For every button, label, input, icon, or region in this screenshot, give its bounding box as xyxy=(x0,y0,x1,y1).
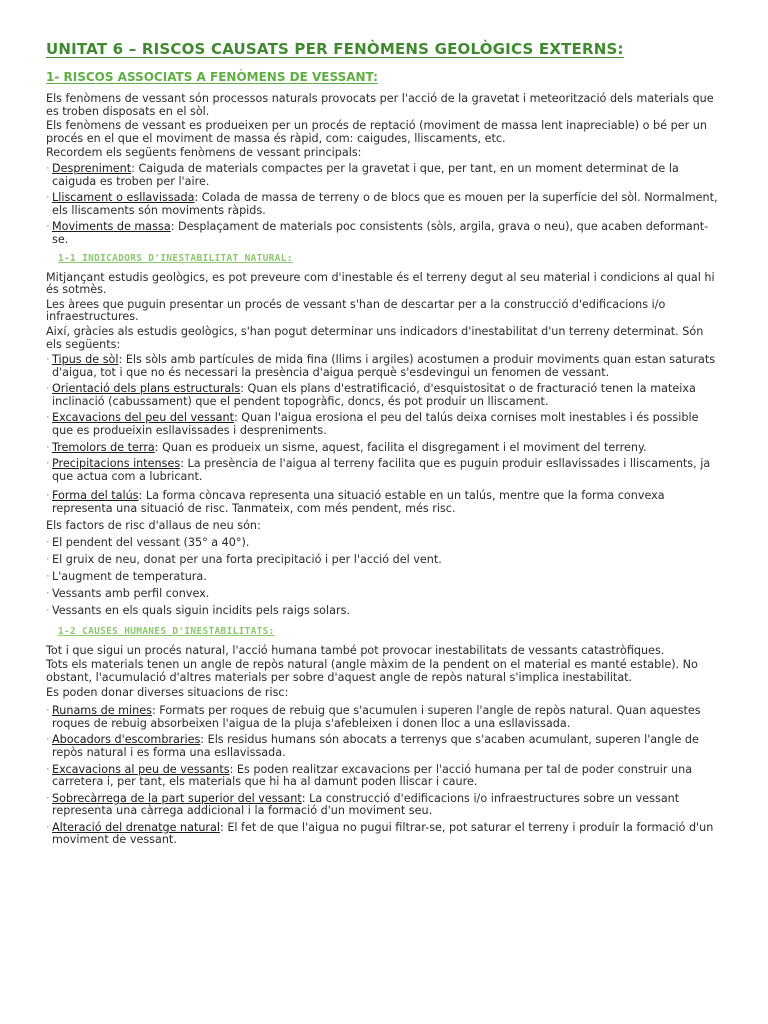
phenomena-list xyxy=(46,163,722,247)
paragraph: Així, gràcies als estudis geològics, s'han pogut determinar uns indicadors d'inestabilitat d'un terreny determinat. Són els següents: xyxy=(46,324,704,351)
list-item: · Vessants amb perfil convex. xyxy=(46,588,722,601)
paragraph: Tots els materials tenen un angle de repòs natural (angle màxim de la pendent on el material es manté estable). No obstant, l'acumulació d'altres materials per sobre d'aquest angle de repòs natural s'implica inestabilitat. xyxy=(46,658,698,684)
list-item xyxy=(46,192,722,217)
list-item xyxy=(46,354,722,379)
paragraph: Els factors de risc d'allaus de neu són: xyxy=(46,518,261,532)
list-item xyxy=(46,163,722,188)
list-item xyxy=(46,764,722,789)
term-text: : Quan es produeix un sisme, aquest, facilita el disgregament i el moviment del terreny. xyxy=(154,440,647,454)
list-item xyxy=(46,705,722,730)
term-text: : La forma còncava representa una situació estable en un talús, mentre que la forma convexa representa una situació de risc. Tanmateix, com més pendent, més risc. xyxy=(52,489,665,516)
list-item: · Vessants en els quals siguin incidits pels raigs solars. xyxy=(46,605,722,618)
term-text: : Es poden realitzar excavacions per l'acció humana per tal de poder construir una carretera i, per tant, els materials que hi ha al damunt poden lliscar i caure. xyxy=(52,762,693,789)
list-item xyxy=(46,793,722,818)
list-item xyxy=(46,734,722,759)
term: Precipitacions intenses xyxy=(52,457,181,471)
term-text: : Colada de massa de terreny o de blocs que es mouen per la superfície del sòl. Normalment, els lliscaments són moviments ràpids. xyxy=(52,191,718,217)
term: Sobrecàrrega de la part superior del vessant xyxy=(52,791,302,805)
term-text: : Caiguda de materials compactes per la gravetat i que, per tant, en un moment determinat de la caiguda es troben per l'aire. xyxy=(52,161,679,188)
term-text: : Quan els plans d'estratificació, d'esquistositat o de fracturació tenen la mateixa inclinació (cabussament) que el pendent topogràfic, doncs, és pot produir un lliscament. xyxy=(52,382,696,408)
list-item: · L'augment de temperatura. xyxy=(46,571,722,584)
term-text: : Els sòls amb partícules de mida fina (llims i argiles) acostumen a produir moviments quan estan saturats d'aigua, tot i que no és necessari la presència d'aigua perquè s'esdevingui un fenomen de vessant. xyxy=(52,353,716,379)
term: Alteració del drenatge natural xyxy=(52,820,220,834)
section-heading-1-1: 1-1 INDICADORS D'INESTABILITAT NATURAL: xyxy=(58,252,293,264)
term-text: : La presència de l'aigua al terreny facilita que es puguin produir esllavissades i lliscaments, ja que actua com a lubricant. xyxy=(52,457,711,483)
term: Abocadors d'escombraries xyxy=(52,733,201,747)
paragraph: Els fenòmens de vessant són processos naturals provocats per l'acció de la gravetat i meteorització dels materials que es troben disposats en el sòl. xyxy=(46,92,714,118)
term-text: : Desplaçament de materials poc consistents (sòls, argila, grava o neu), que acaben deformant-se. xyxy=(52,220,709,246)
paragraph: Es poden donar diverses situacions de risc: xyxy=(46,685,289,699)
term: Runams de mines xyxy=(52,704,152,718)
term-text: : La construcció d'edificacions i/o infraestructures sobre un vessant representa una càrrega addicional i la formació d'un moviment seu. xyxy=(52,791,680,818)
section-heading-1: 1- RISCOS ASSOCIATS A FENÒMENS DE VESSANT: xyxy=(46,70,378,84)
term: Despreniment xyxy=(52,161,132,175)
list-item xyxy=(46,458,722,483)
paragraph: Els fenòmens de vessant es produeixen per un procés de reptació (moviment de massa lent inapreciable) o bé per un procés en el que el moviment de massa és ràpid, com: caigudes, lliscaments, etc. xyxy=(46,119,707,145)
term: Tipus de sòl xyxy=(52,353,119,367)
term-text: : Els residus humans són abocats a terrenys que s'acaben acumulant, superen l'angle de repòs natural i es forma una esllavissada. xyxy=(52,733,699,759)
term: Moviments de massa xyxy=(52,220,171,234)
list-item xyxy=(46,490,722,515)
paragraph: Recordem els següents fenòmens de vessant principals: xyxy=(46,146,362,160)
list-item xyxy=(46,383,722,408)
avalanche-factors-list xyxy=(46,537,722,618)
term-text: : El fet de que l'aigua no pugui filtrar-se, pot saturar el terreny i produir la formació d'un moviment de vessant. xyxy=(52,820,714,847)
list-item: · El gruix de neu, donat per una forta precipitació i per l'acció del vent. xyxy=(46,554,722,567)
list-item: · El pendent del vessant (35° a 40°). xyxy=(46,537,722,550)
term-text: : Quan l'aigua erosiona el peu del talús deixa cornises molt inestables i és possible que es produeixin esllavissades i despreniments. xyxy=(52,411,699,438)
term: Orientació dels plans estructurals xyxy=(52,382,241,396)
section-heading-1-2: 1-2 CAUSES HUMANES D'INESTABILITATS: xyxy=(58,625,275,637)
term: Lliscament o esllavissada xyxy=(52,191,195,205)
paragraph: Mitjançant estudis geològics, es pot preveure com d'inestable és el terreny degut al seu material i condicions al qual hi és sotmès. xyxy=(46,270,715,297)
term: Forma del talús xyxy=(52,489,139,503)
term: Excavacions del peu del vessant xyxy=(52,411,234,425)
term: Excavacions al peu de vessants xyxy=(52,762,230,776)
term: Tremolors de terra xyxy=(52,440,155,454)
paragraph: Les àrees que puguin presentar un procés de vessant s'han de descartar per a la construcció d'edificacions i/o infraestructures. xyxy=(46,297,666,324)
list-item xyxy=(46,412,722,437)
list-item xyxy=(46,822,722,847)
term-text: : Formats per roques de rebuig que s'acumulen i superen l'angle de repòs natural. Quan aquestes roques de rebuig absorbeixen l'aigua de la pluja s'afebleixen i donen lloc a una esllavissada. xyxy=(52,704,701,730)
indicators-list xyxy=(46,354,722,516)
human-causes-list xyxy=(46,705,722,847)
paragraph: Tot i que sigui un procés natural, l'acció humana també pot provocar inestabilitats de vessants catastròfiques. xyxy=(46,643,665,657)
list-item xyxy=(46,221,722,246)
page-title: UNITAT 6 – RISCOS CAUSATS PER FENÒMENS GEOLÒGICS EXTERNS: xyxy=(46,40,624,58)
list-item xyxy=(46,442,722,455)
